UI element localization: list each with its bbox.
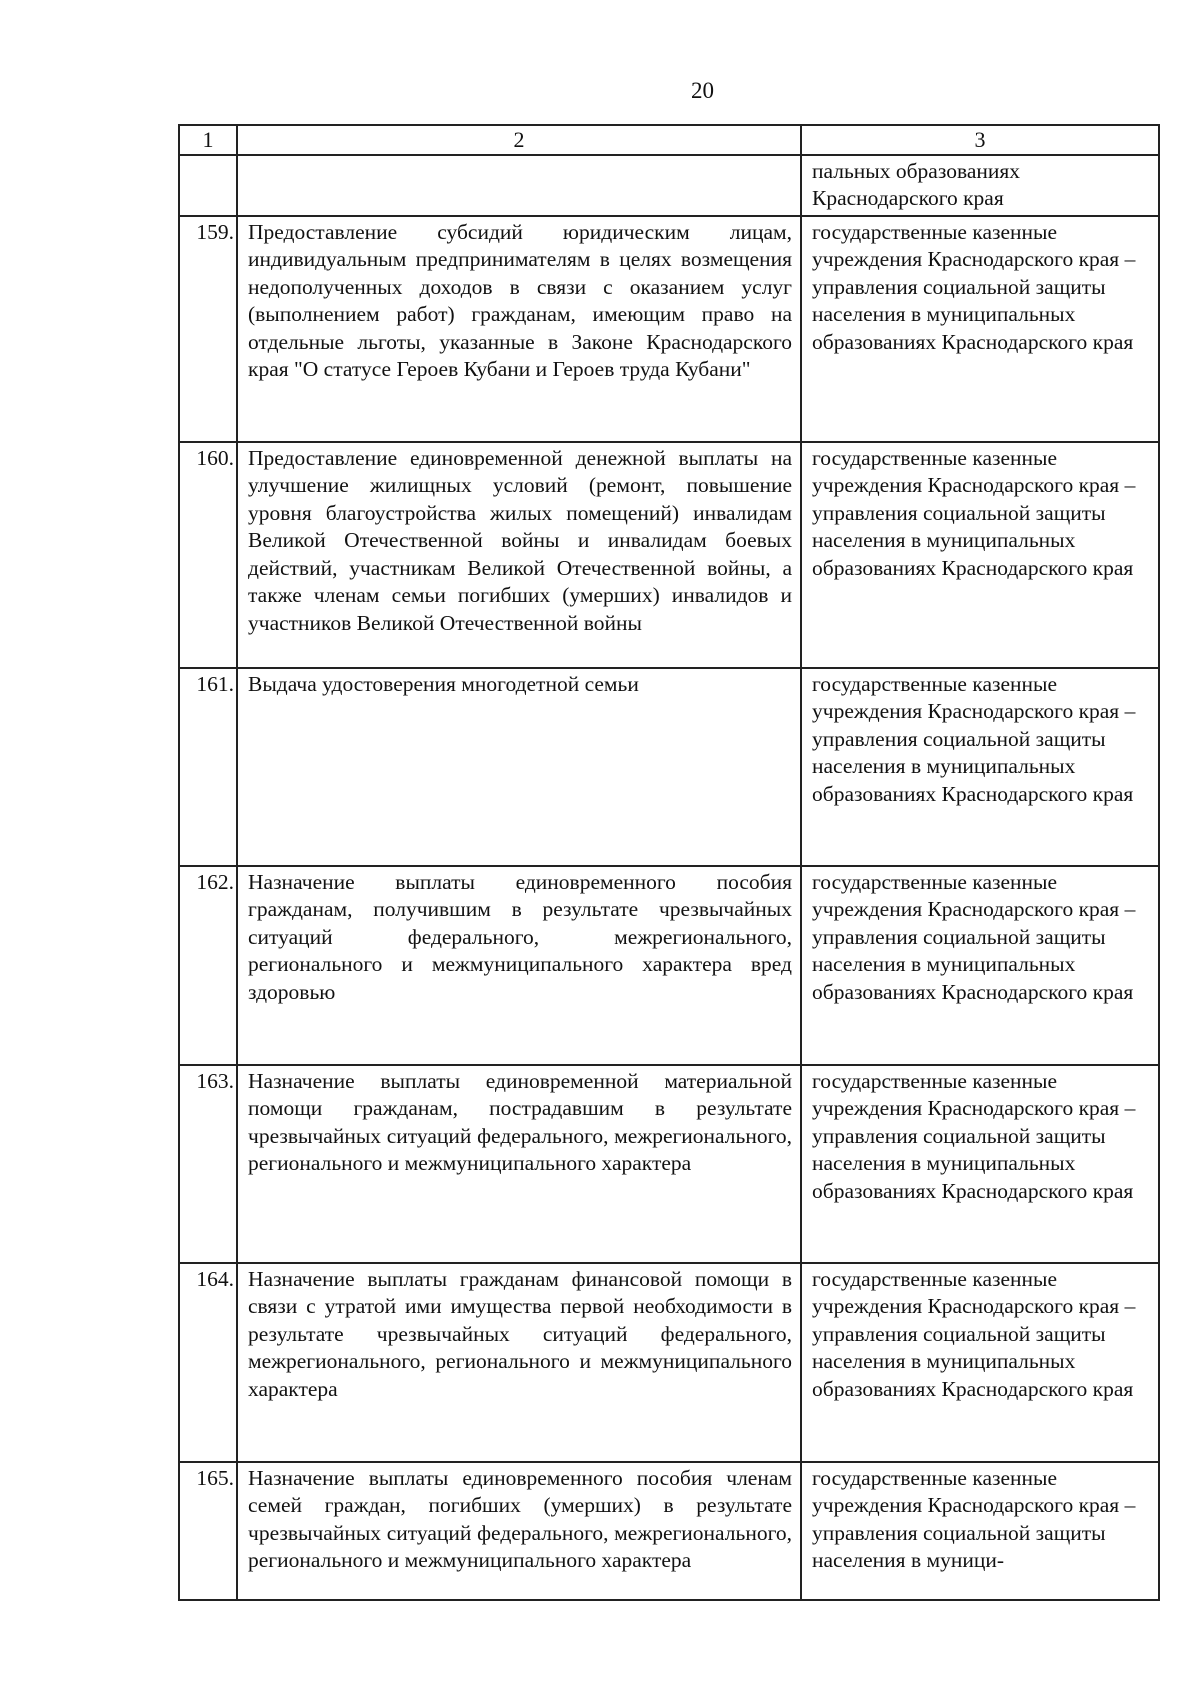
table-row xyxy=(179,1065,1159,1263)
row-number: 160. xyxy=(179,442,237,668)
row-responsible: государственные казенные учреждения Краснодарского края – управления социальной защиты населения в муниципальных образованиях Краснодарского края xyxy=(801,1263,1159,1462)
column-header-responsible: 3 xyxy=(801,125,1159,155)
row-responsible: государственные казенные учреждения Краснодарского края – управления социальной защиты населения в муници- xyxy=(801,1462,1159,1600)
row-number: 161. xyxy=(179,668,237,866)
row-service xyxy=(237,155,801,216)
row-service: Назначение выплаты единовременной материальной помощи гражданам, пострадавшим в результате чрезвычайных ситуаций федерального, межрегионального, регионального и межмуниципального характера xyxy=(237,1065,801,1263)
row-responsible: государственные казенные учреждения Краснодарского края – управления социальной защиты населения в муниципальных образованиях Краснодарского края xyxy=(801,216,1159,442)
row-responsible: государственные казенные учреждения Краснодарского края – управления социальной защиты населения в муниципальных образованиях Краснодарского края xyxy=(801,442,1159,668)
row-responsible: государственные казенные учреждения Краснодарского края – управления социальной защиты населения в муниципальных образованиях Краснодарского края xyxy=(801,668,1159,866)
column-header-number: 1 xyxy=(179,125,237,155)
row-responsible: государственные казенные учреждения Краснодарского края – управления социальной защиты населения в муниципальных образованиях Краснодарского края xyxy=(801,866,1159,1065)
column-header-service: 2 xyxy=(237,125,801,155)
row-service: Предоставление субсидий юридическим лицам, индивидуальным предпринимателям в целях возмещения недополученных доходов в связи с оказанием услуг (выполнением работ) гражданам, имеющим право на отдельные льготы, указанные в Законе Краснодарского края "О статусе Героев Кубани и Героев труда Кубани" xyxy=(237,216,801,442)
row-service: Выдача удостоверения многодетной семьи xyxy=(237,668,801,866)
row-responsible: государственные казенные учреждения Краснодарского края – управления социальной защиты населения в муниципальных образованиях Краснодарского края xyxy=(801,1065,1159,1263)
row-service: Назначение выплаты гражданам финансовой помощи в связи с утратой ими имущества первой необходимости в результате чрезвычайных ситуаций федерального, межрегионального, регионального и межмуниципального характера xyxy=(237,1263,801,1462)
page-number: 20 xyxy=(691,78,714,103)
table-row xyxy=(179,216,1159,442)
table-row xyxy=(179,442,1159,668)
row-number: 165. xyxy=(179,1462,237,1600)
row-number: 162. xyxy=(179,866,237,1065)
table-row xyxy=(179,668,1159,866)
table-row xyxy=(179,1263,1159,1462)
row-number xyxy=(179,155,237,216)
row-service: Назначение выплаты единовременного пособия гражданам, получившим в результате чрезвычайных ситуаций федерального, межрегионального, регионального и межмуниципального характера вред здоровью xyxy=(237,866,801,1065)
row-service: Предоставление единовременной денежной выплаты на улучшение жилищных условий (ремонт, повышение уровня благоустройства жилых помещений) инвалидам Великой Отечественной войны и инвалидам боевых действий, участникам Великой Отечественной войны, а также членам семьи погибших (умерших) инвалидов и участников Великой Отечественной войны xyxy=(237,442,801,668)
table-row xyxy=(179,1462,1159,1600)
table-row xyxy=(179,866,1159,1065)
table-header-row xyxy=(179,125,1159,155)
row-service: Назначение выплаты единовременного пособия членам семей граждан, погибших (умерших) в результате чрезвычайных ситуаций федерального, межрегионального, регионального и межмуниципального характера xyxy=(237,1462,801,1600)
table-row-continuation xyxy=(179,155,1159,216)
row-number: 164. xyxy=(179,1263,237,1462)
row-responsible: пальных образованиях Краснодарского края xyxy=(801,155,1159,216)
row-number: 163. xyxy=(179,1065,237,1263)
row-number: 159. xyxy=(179,216,237,442)
services-table xyxy=(178,124,1160,1601)
